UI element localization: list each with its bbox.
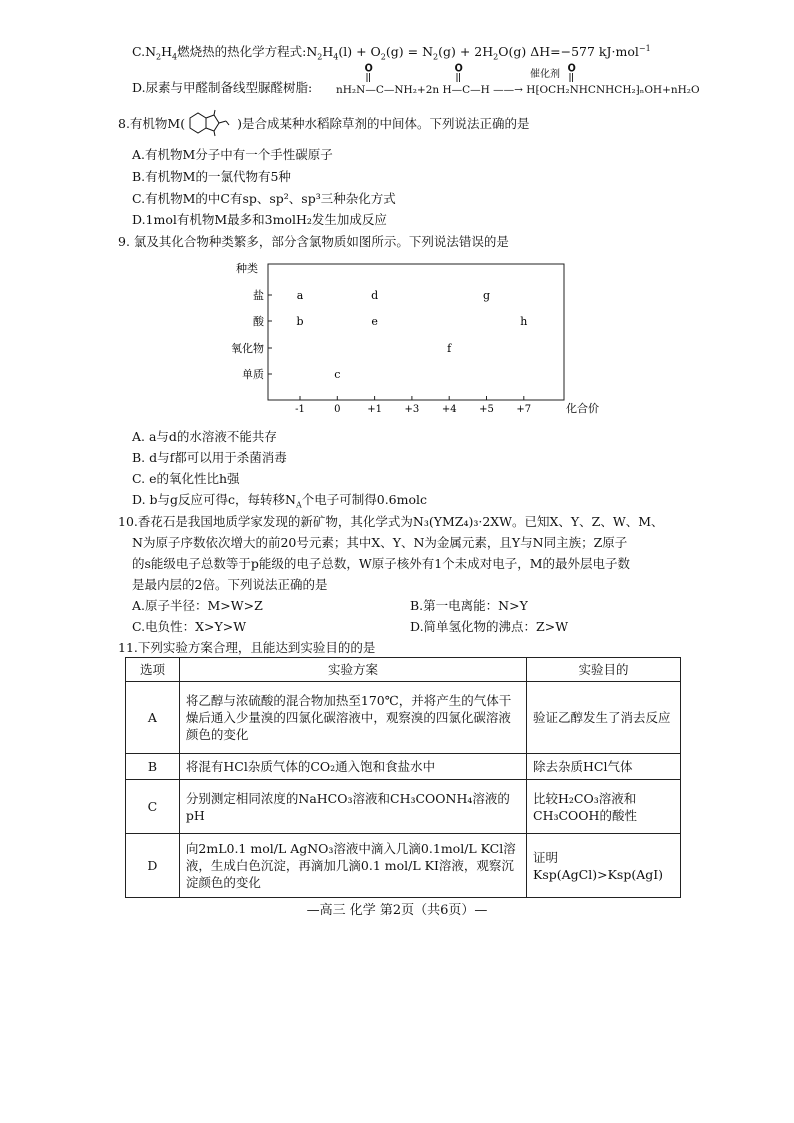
chlorine-valence-chart	[220, 258, 600, 420]
q8-option-a: A.有机物M分子中有一个手性碳原子	[132, 147, 333, 162]
row-option: D	[126, 834, 180, 898]
svg-text:O: O	[455, 64, 463, 74]
q9-option-b: B. d与f都可以用于杀菌消毒	[132, 450, 287, 465]
y-category-label: 单质	[242, 368, 264, 381]
point-label-g: g	[482, 289, 491, 302]
row-plan: 向2mL0.1 mol/L AgNO₃溶液中滴入几滴0.1mol/L KCl溶液，生成白色沉淀，再滴加几滴0.1 mol/L KI溶液，观察沉淀颜色的变化	[179, 834, 526, 898]
x-tick-label: +1	[367, 404, 382, 415]
x-axis-label: 化合价	[566, 402, 599, 415]
q10-option-b: B.第一电离能：N>Y	[410, 598, 528, 613]
q10-line4: 是最内层的2倍。下列说法正确的是	[132, 577, 328, 592]
header-plan: 实验方案	[179, 658, 526, 682]
row-option: B	[126, 754, 180, 780]
y-axis-label: 种类	[236, 262, 258, 275]
svg-text:O: O	[365, 64, 373, 74]
point-label-a: a	[296, 289, 304, 302]
row-plan: 分别测定相同浓度的NaHCO₃溶液和CH₃COONH₄溶液的pH	[179, 780, 526, 834]
q9-option-c: C. e的氧化性比h强	[132, 471, 240, 486]
indanedione-structure-icon	[186, 108, 230, 138]
row-goal: 除去杂质HCl气体	[527, 754, 681, 780]
q10-option-a: A.原子半径：M>W>Z	[132, 598, 263, 613]
table-row	[126, 780, 681, 834]
q10-line2: N为原子序数依次增大的前20号元素；其中X、Y、N为金属元素，且Y与N同主族；Z原子	[132, 535, 628, 550]
page-footer: —高三 化学 第2页（共6页）—	[306, 903, 488, 918]
point-label-h: h	[520, 315, 528, 328]
q8-option-b: B.有机物M的一氯代物有5种	[132, 169, 291, 184]
point-label-c: c	[334, 368, 341, 381]
y-category-label: 盐	[253, 289, 264, 302]
row-goal: 比较H₂CO₃溶液和CH₃COOH的酸性	[527, 780, 681, 834]
q10-line3: 的s能级电子总数等于p能级的电子总数，W原子核外有1个未成对电子，M的最外层电子数	[132, 556, 631, 571]
point-label-d: d	[371, 289, 379, 302]
row-option: A	[126, 682, 180, 754]
x-tick-label: -1	[295, 404, 305, 415]
table-row	[126, 682, 681, 754]
q10-option-d: D.简单氢化物的沸点：Z>W	[410, 619, 569, 634]
experiment-table	[125, 657, 681, 898]
catalyst-label: 催化剂	[530, 69, 560, 80]
row-goal: 验证乙醇发生了消去反应	[527, 682, 681, 754]
svg-text:O: O	[568, 64, 576, 74]
q9-option-a: A. a与d的水溶液不能共存	[132, 429, 277, 444]
q9-stem: 9. 氯及其化合物种类繁多，部分含氯物质如图所示。下列说法错误的是	[118, 234, 509, 249]
table-row	[126, 834, 681, 898]
y-category-label: 氧化物	[231, 342, 264, 355]
q7-option-c: $C.N_2H_4$燃烧热的热化学方程式$:N_2H_4(l) + O_2(g) = N_2(g) + 2H_2O(g)$ ΔH=−577 kJ·mol$^{-1}$	[132, 43, 651, 62]
point-label-f: f	[447, 342, 452, 355]
point-label-b: b	[296, 315, 304, 328]
urea-formaldehyde-equation: nH₂N—C—NH₂+2n H—C—H ——→ H⁅OCH₂NHCNHCH₂⁆ₙOH+nH₂O	[336, 84, 700, 96]
carbonyl-marks	[336, 62, 696, 84]
q8-option-d: D.1mol有机物M最多和3molH₂发生加成反应	[132, 212, 387, 227]
x-tick-label: +3	[404, 404, 420, 415]
q7-option-d: D.尿素与甲醛制备线型脲醛树脂:	[132, 80, 313, 95]
q9-option-d: D. b与g反应可得c，每转移$N_A$个电子可制得0.6molc	[132, 492, 428, 510]
q8-option-c: C.有机物M的中C有sp、sp²、sp³三种杂化方式	[132, 191, 396, 206]
row-plan: 将混有HCl杂质气体的CO₂通入饱和食盐水中	[179, 754, 526, 780]
table-header-row	[126, 658, 681, 682]
x-tick-label: +7	[516, 404, 532, 415]
chart-frame	[268, 264, 564, 400]
q10-option-c: C.电负性：X>Y>W	[132, 619, 247, 634]
point-label-e: e	[371, 315, 378, 328]
x-tick-label: +4	[441, 404, 457, 415]
header-option: 选项	[126, 658, 180, 682]
q10-line1: 10.香花石是我国地质学家发现的新矿物，其化学式为N₃(YMZ₄)₃·2XW。已知X、Y、Z、W、M、	[118, 514, 664, 529]
row-goal: 证明Ksp(AgCl)>Ksp(AgI)	[527, 834, 681, 898]
x-tick-label: 0	[334, 404, 341, 415]
row-plan: 将乙醇与浓硫酸的混合物加热至170℃，并将产生的气体干燥后通入少量溴的四氯化碳溶液中，观察溴的四氯化碳溶液颜色的变化	[179, 682, 526, 754]
header-goal: 实验目的	[527, 658, 681, 682]
row-option: C	[126, 780, 180, 834]
x-tick-label: +5	[479, 404, 494, 415]
q11-stem: 11.下列实验方案合理，且能达到实验目的的是	[118, 640, 376, 655]
q8-stem: 8.有机物M( )是合成某种水稻除草剂的中间体。下列说法正确的是	[118, 116, 530, 131]
table-row	[126, 754, 681, 780]
y-category-label: 酸	[253, 315, 264, 328]
